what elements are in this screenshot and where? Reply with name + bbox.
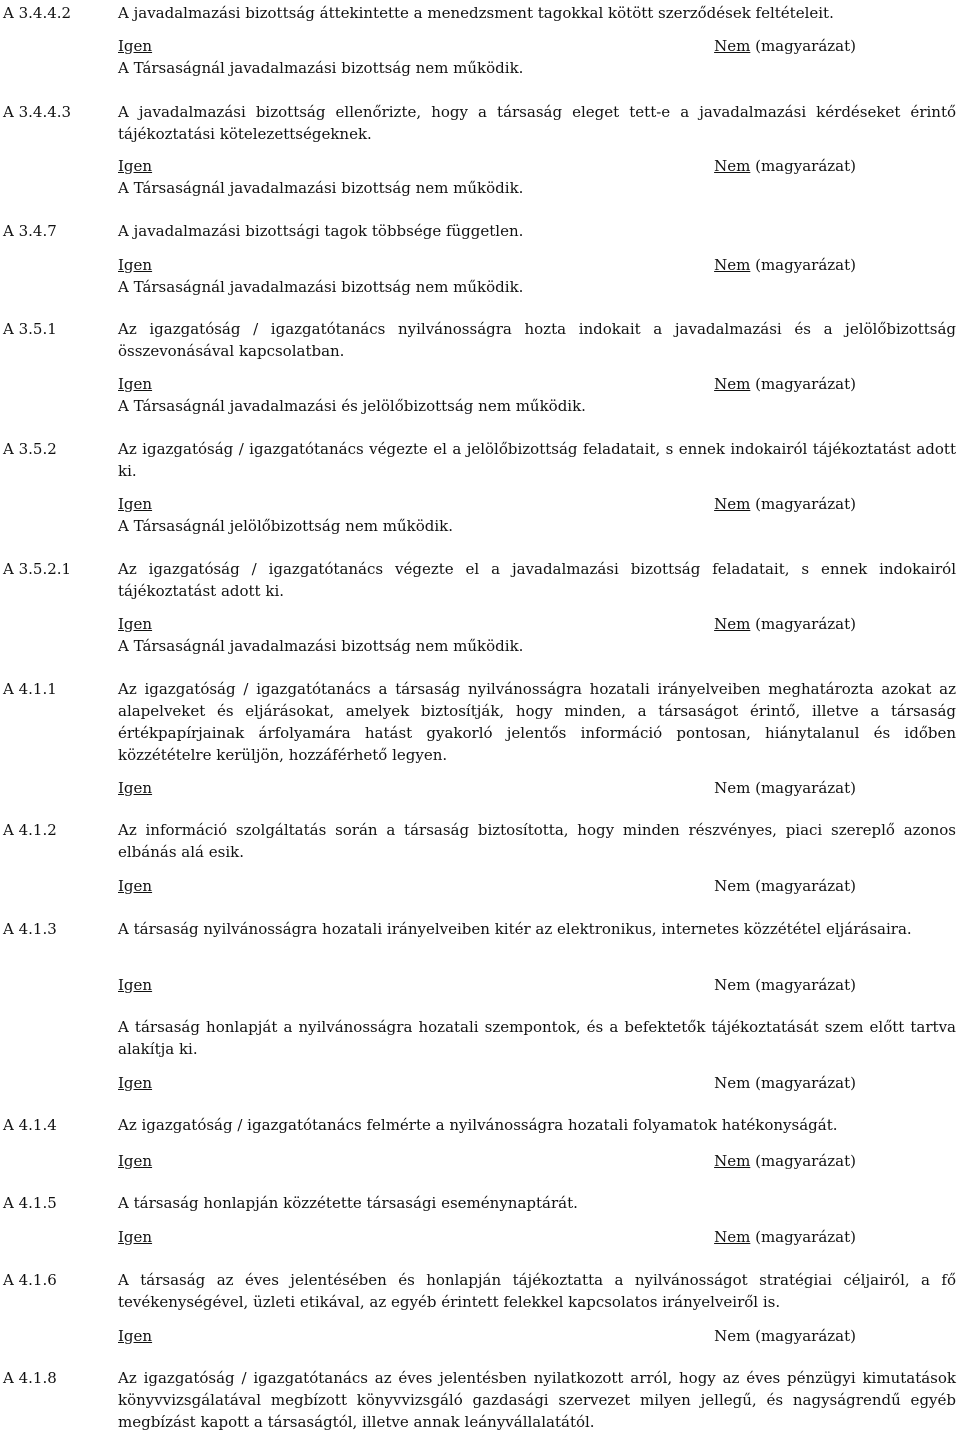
item-code: A 4.1.4 [3,1116,57,1134]
item-code: A 3.5.2.1 [3,560,72,578]
option-no-label: Nem [714,495,751,513]
option-no-suffix: (magyarázat) [755,1327,856,1345]
option-yes[interactable]: Igen [118,495,153,513]
item-note: A Társaságnál javadalmazási és jelölőbizottság nem működik. [118,397,586,415]
option-no[interactable] [714,1150,856,1172]
option-no-suffix: (magyarázat) [755,1074,856,1092]
answer-row [118,1150,856,1172]
item-code: A 4.1.6 [3,1271,57,1289]
option-no[interactable] [714,777,856,799]
option-no-label: Nem [714,256,751,274]
item-note: A Társaságnál javadalmazási bizottság nem működik. [118,179,524,197]
item-note: A Társaságnál jelölőbizottság nem működik. [118,517,453,535]
item-code: A 4.1.1 [3,680,57,698]
option-yes[interactable]: Igen [118,1152,153,1170]
answer-row [118,254,856,276]
item-text: Az igazgatóság / igazgatótanács az éves jelentésben nyilatkozott arról, hogy az éves pénzügyi kimutatások könyvvizsgálatával megbízott könyvvizsgáló gazdasági szervezet milyen jellegű, és nagyságrendű egyéb megbízást kapott a társaságtól, illetve annak leányvállalatától. [118,1369,956,1431]
item-text: Az igazgatóság / igazgatótanács a társaság nyilvánosságra hozatali irányelveiben meghatározta azokat az alapelveket és eljárásokat, amelyek biztosítják, hogy minden, a társaságot érintő, illetve a társaság értékpapírjainak árfolyamára hatást gyakorló jelentős információ pontosan, hiánytalanul és időben közzétételre kerüljön, hozzáférhető legyen. [118,680,956,764]
option-no-suffix: (magyarázat) [755,495,856,513]
option-no[interactable] [714,1072,856,1094]
item-note: A Társaságnál javadalmazási bizottság nem működik. [118,637,524,655]
item-code: A 4.1.2 [3,821,57,839]
option-yes[interactable]: Igen [118,375,153,393]
option-yes[interactable]: Igen [118,1327,153,1345]
item-code: A 4.1.8 [3,1369,57,1387]
option-no-label: Nem [714,1228,751,1246]
option-yes[interactable]: Igen [118,779,153,797]
option-no[interactable] [714,35,856,57]
option-no-label: Nem [714,976,751,994]
item-text: A társaság az éves jelentésében és honlapján tájékoztatta a nyilvánosságot stratégiai céljairól, a fő tevékenységével, üzleti etikával, az egyéb érintett felekkel kapcsolatos irányelveiről is. [118,1271,956,1311]
option-no-label: Nem [714,375,751,393]
item-note: A Társaságnál javadalmazási bizottság nem működik. [118,278,524,296]
option-no-label: Nem [714,157,751,175]
option-yes[interactable]: Igen [118,157,153,175]
option-no-suffix: (magyarázat) [755,1228,856,1246]
option-no-label: Nem [714,37,751,55]
option-yes[interactable]: Igen [118,976,153,994]
item-text: Az igazgatóság / igazgatótanács végezte el a jelölőbizottság feladatait, s ennek indokairól tájékoztatást adott ki. [118,440,956,480]
option-yes[interactable]: Igen [118,877,153,895]
option-no-suffix: (magyarázat) [755,37,856,55]
option-yes[interactable]: Igen [118,37,153,55]
answer-row [118,35,856,57]
option-no-suffix: (magyarázat) [755,157,856,175]
option-no-suffix: (magyarázat) [755,779,856,797]
option-no-suffix: (magyarázat) [755,256,856,274]
option-no[interactable] [714,1325,856,1347]
answer-row [118,1325,856,1347]
item-code: A 3.5.1 [3,320,57,338]
item-text: A társaság nyilvánosságra hozatali irányelveiben kitér az elektronikus, internetes közzététel eljárásaira. [118,920,912,938]
option-no[interactable] [714,875,856,897]
option-no[interactable] [714,613,856,635]
option-no-label: Nem [714,1152,751,1170]
answer-row [118,777,856,799]
option-no-label: Nem [714,615,751,633]
option-yes[interactable]: Igen [118,615,153,633]
option-no[interactable] [714,974,856,996]
item-text: A javadalmazási bizottsági tagok többsége független. [118,222,524,240]
answer-row [118,373,856,395]
option-no-suffix: (magyarázat) [755,375,856,393]
option-no-suffix: (magyarázat) [755,877,856,895]
item-code: A 4.1.3 [3,920,57,938]
option-no-suffix: (magyarázat) [755,976,856,994]
item-text: A javadalmazási bizottság áttekintette a menedzsment tagokkal kötött szerződések feltételeit. [118,4,834,22]
answer-row [118,613,856,635]
answer-row [118,1226,856,1248]
option-no[interactable] [714,373,856,395]
item-text: Az igazgatóság / igazgatótanács nyilvánosságra hozta indokait a javadalmazási és a jelölőbizottság összevonásával kapcsolatban. [118,320,956,360]
option-no-suffix: (magyarázat) [755,615,856,633]
option-no[interactable] [714,254,856,276]
answer-row [118,1072,856,1094]
option-yes[interactable]: Igen [118,256,153,274]
item-code: A 3.5.2 [3,440,57,458]
item-code: A 3.4.4.2 [3,4,72,22]
option-no[interactable] [714,155,856,177]
option-yes[interactable]: Igen [118,1228,153,1246]
option-no-label: Nem [714,877,751,895]
answer-row [118,155,856,177]
option-no-label: Nem [714,1327,751,1345]
item-text: A társaság honlapját a nyilvánosságra hozatali szempontok, és a befektetők tájékoztatását szem előtt tartva alakítja ki. [118,1018,956,1058]
item-code: A 3.4.7 [3,222,57,240]
option-no-label: Nem [714,779,751,797]
option-no-suffix: (magyarázat) [755,1152,856,1170]
item-code: A 3.4.4.3 [3,103,72,121]
option-no[interactable] [714,1226,856,1248]
option-yes[interactable]: Igen [118,1074,153,1092]
item-note: A Társaságnál javadalmazási bizottság nem működik. [118,59,524,77]
answer-row [118,493,856,515]
item-code: A 4.1.5 [3,1194,57,1212]
answer-row [118,875,856,897]
item-text: Az információ szolgáltatás során a társaság biztosította, hogy minden részvényes, piaci szereplő azonos elbánás alá esik. [118,821,956,861]
item-text: Az igazgatóság / igazgatótanács felmérte a nyilvánosságra hozatali folyamatok hatékonyságát. [118,1116,838,1134]
option-no[interactable] [714,493,856,515]
option-no-label: Nem [714,1074,751,1092]
item-text: A társaság honlapján közzétette társasági eseménynaptárát. [118,1194,578,1212]
item-text: A javadalmazási bizottság ellenőrizte, hogy a társaság eleget tett-e a javadalmazási kérdéseket érintő tájékoztatási kötelezettségeknek. [118,103,956,143]
answer-row [118,974,856,996]
item-text: Az igazgatóság / igazgatótanács végezte el a javadalmazási bizottság feladatait, s ennek indokairól tájékoztatást adott ki. [118,560,956,600]
